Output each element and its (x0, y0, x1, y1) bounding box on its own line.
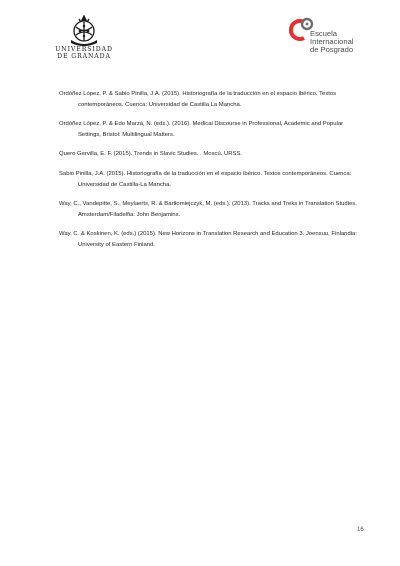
university-logo (50, 12, 118, 60)
pomegranate-crest-icon (67, 12, 101, 46)
school-logo (288, 16, 368, 56)
school-name-line2: Internacional (310, 37, 354, 46)
university-name-line2: DE GRANADA (57, 53, 111, 60)
page-number: 16 (357, 527, 364, 533)
school-name-line1: Escuela (310, 29, 338, 38)
reference-item: Way, C., Vandepitte, S., Meylaerts, R. & Bartłomiejczyk, M. (eds.). (2013). Tracks and Treks in Translation Studies. Amsterdam/Filadelfia: John Benjamins. (59, 201, 357, 218)
reference-item: Sabio Pinilla, J.A. (2015). Historiografía de la traducción en el espacio ibérico. Textos contemporáneos. Cuenca: Universidad de Castilla-La Mancha. (59, 170, 352, 188)
reference-item: Ordóñez López, P. & Edo Marzá, N. (eds.). (2016). Medical Discourse in Professional, Academic and Popular Settings, Bristol: Multilingual Matters. (59, 121, 344, 138)
reference-item: Way, C. & Koskinen, K. (eds.) (2015). New Horizons in Translation Research and Education 3. Joensuu, Finlandia: University of Eastern Finland. (59, 231, 357, 248)
university-name-line1: UNIVERSIDAD (55, 46, 113, 53)
reference-item: Ordóñez López, P. & Sabio Pinilla, J.A. (2015). Historiografía de la traducción en el espacio ibérico. Textos contemporáneos. Cuenca: Universidad de Castilla La Mancha. (59, 91, 337, 108)
school-name (310, 30, 353, 54)
school-name-line3: de Posgrado (310, 45, 354, 54)
reference-item: Quero Gervilla, E. F. (2015). Trends in Slavic Studies. . Moscú. URSS. (59, 151, 243, 158)
reference-list (59, 89, 364, 260)
